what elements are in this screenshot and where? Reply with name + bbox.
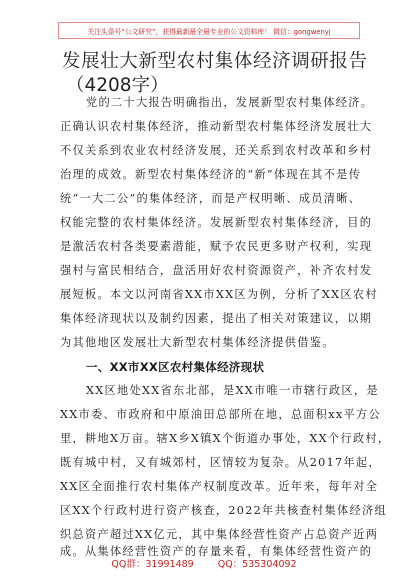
header-banner xyxy=(58,22,360,39)
body-line: XX区地处XX省东北部，是XX市唯一市辖行政区，是 xyxy=(86,384,379,397)
footer-qq: QQ：535304092 xyxy=(217,559,297,570)
section-heading: 一、XX市XX区农村集体经济现状 xyxy=(86,360,265,374)
footer xyxy=(0,556,408,572)
document-title: 发展壮大新型农村集体经济调研报告 xyxy=(62,51,368,72)
body-line: 正确认识农村集体经济，推动新型农村集体经济发展壮大 xyxy=(60,120,373,133)
body-line: 既有城中村，又有城郊村，区情较为复杂。从2017年起， xyxy=(60,456,381,469)
body-line: 集体经济现状以及制约因素，提出了相关对策建议，以期 xyxy=(60,312,373,325)
body-line: XX市委、市政府和中原油田总部所在地，总面积xx平方公 xyxy=(60,408,381,421)
body-line: 为其他地区发展壮大新型农村集体经济提供借鉴。 xyxy=(60,336,335,349)
body-line: 展短板。本文以河南省XX市XX区为例，分析了XX区农村 xyxy=(60,288,378,301)
body-line: 不仅关系到农业农村经济发展，还关系到农村改革和乡村 xyxy=(60,144,373,157)
body-line: 强村与富民相结合，盘活用好农村资源资产，补齐农村发 xyxy=(60,264,373,277)
body-line: 治理的成效。新型农村集体经济的“新”体现在其不是传 xyxy=(60,168,362,181)
body-line: 里，耕地X万亩。辖X乡X镇X个街道办事处，XX个行政村， xyxy=(60,432,391,445)
body-line: 权能完整的农村集体经济。发展新型农村集体经济，目的 xyxy=(60,216,373,229)
header-banner-text: 关注头条号“公文研究”，获得最新最全最专业的公文资料库！ 微信：gongwenyj xyxy=(87,27,331,36)
body-line: 党的二十大报告明确指出，发展新型农村集体经济。 xyxy=(86,96,374,109)
body-line: 织总资产超过XX亿元，其中集体经营性资产占总资产近两 xyxy=(60,528,379,541)
body-line: 是激活农村各类要素潜能，赋予农民更多财产权利，实现 xyxy=(60,240,373,253)
body-line: 区XX个行政村进行资产核查，2022年共核查村集体经济组 xyxy=(60,504,387,517)
body-line: XX区全面推行农村集体产权制度改革。近年来，每年对全 xyxy=(60,480,379,493)
document-title-wordcount: （4208字） xyxy=(66,75,169,96)
body-line: 统“一大二公”的集体经济，而是产权明晰、成员清晰、 xyxy=(60,192,362,205)
footer-qq-group: QQ群：31991489 xyxy=(111,559,194,570)
body-line: 成。从集体经营性资产的存量来看，有集体经营性资产的 xyxy=(60,545,373,558)
